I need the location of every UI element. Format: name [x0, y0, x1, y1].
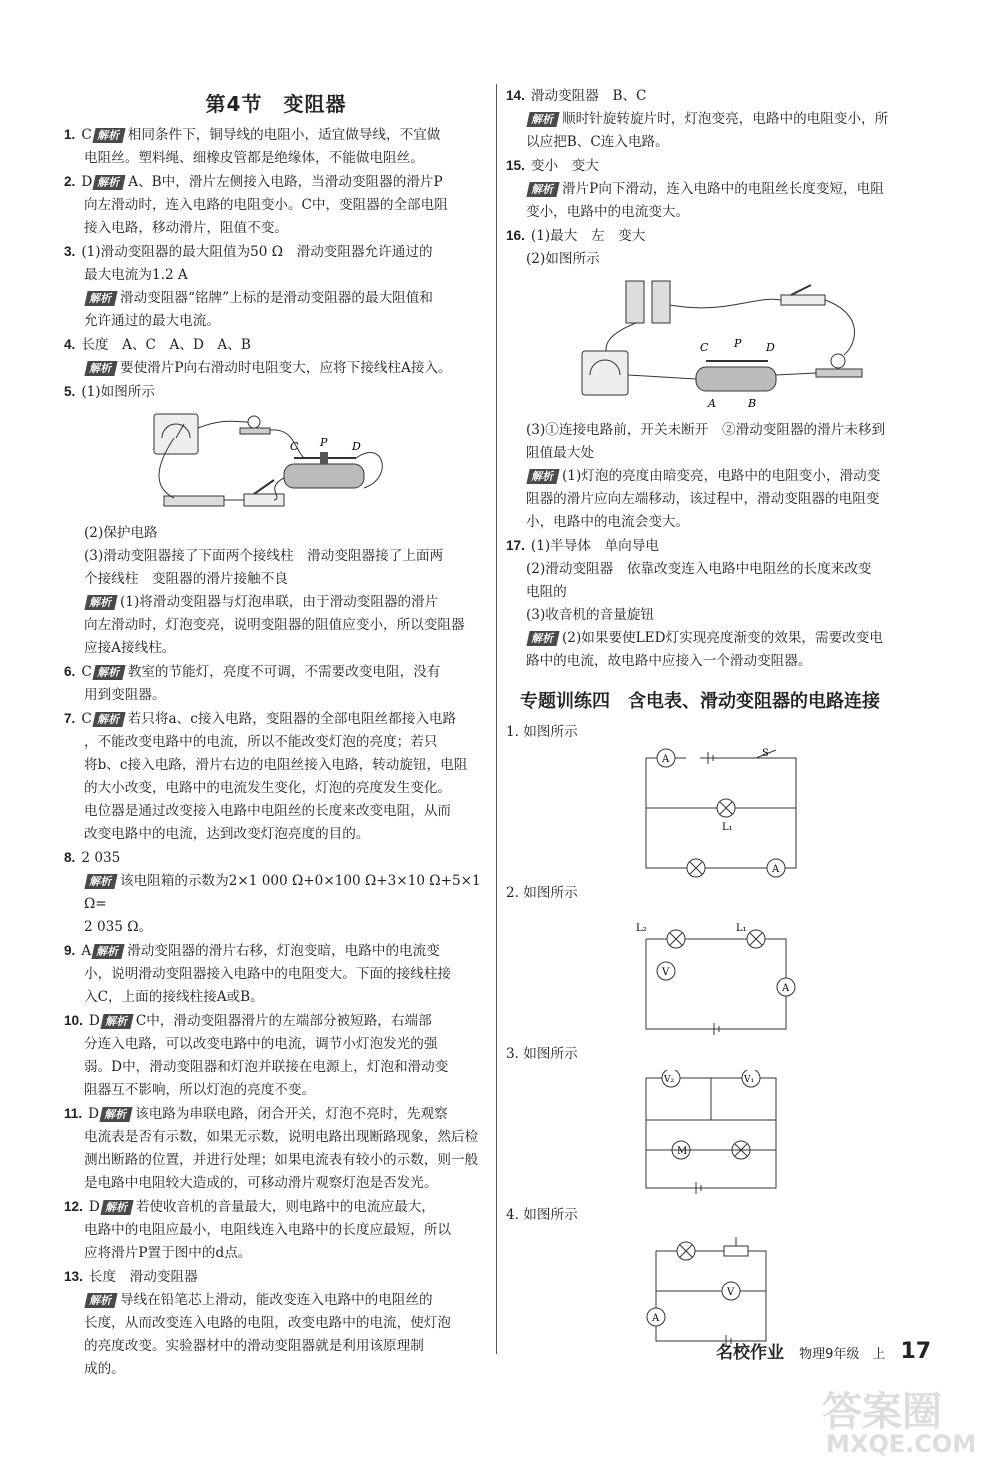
- answer-item: [64, 1195, 488, 1265]
- question-number: 1.: [64, 127, 76, 142]
- analysis-text: 相同条件下，铜导线的电阻小，适宜做导线，不宜做: [127, 127, 441, 143]
- answer-line: (3)①连接电路前，开关未断开 ②滑动变阻器的滑片未移到: [526, 422, 886, 438]
- footer-subtitle: 物理9年级 上: [799, 1347, 886, 1362]
- answer-item: [64, 591, 488, 660]
- question-number: 14.: [506, 88, 525, 103]
- answer-line: (3)滑动变阻器接了下面两个接线柱 滑动变阻器接了上面两: [84, 548, 444, 564]
- analysis-tag: 解析: [526, 631, 559, 646]
- analysis-tag: 解析: [93, 175, 126, 190]
- answer-item: [506, 627, 936, 673]
- answer-text: (1)半导体 单向导电: [530, 538, 659, 554]
- answer-text: (1)如图所示: [81, 384, 155, 400]
- t4-ammeter: A: [652, 1313, 660, 1324]
- answer-item: [64, 846, 488, 870]
- answer-item: [64, 1102, 488, 1195]
- t2-ammeter: A: [782, 983, 790, 994]
- right-column: [506, 84, 936, 1355]
- answer-item: [64, 380, 488, 404]
- analysis-text: 滑动变阻器的滑片右移，灯泡变暗，电路中的电流变: [127, 943, 440, 959]
- question-number: 8.: [64, 850, 76, 865]
- analysis-tag: 解析: [99, 1107, 132, 1122]
- answer-text: D: [88, 1199, 100, 1215]
- question-number: 15.: [506, 158, 525, 173]
- answer-line: 应接A接线柱。: [84, 640, 176, 656]
- t2-label-l2: L₂: [636, 923, 647, 934]
- answer-line: 将b、c接入电路，滑片右边的电阻丝接入电路，转动旋钮，电阻: [84, 757, 468, 773]
- answer-text: 变小 变大: [530, 158, 599, 174]
- topic-title: 专题训练四 含电表、滑动变阻器的电路连接: [520, 691, 880, 712]
- answer-item: [64, 660, 488, 707]
- answer-line: 小，说明滑动变阻器接入电路中的电阻变大。下面的接线柱接: [84, 966, 452, 982]
- topic-figure-3: [626, 1070, 926, 1200]
- answer-line: 的大小改变，电路中的电流发生变化，灯泡的亮度发生变化。: [84, 780, 452, 796]
- answer-text: 滑动变阻器 B、C: [530, 88, 647, 104]
- answer-item: [506, 465, 936, 534]
- fig5-label-p: P: [320, 436, 328, 449]
- analysis-text: C中，滑动变阻器滑片的左端部分被短路，右端部: [135, 1013, 432, 1029]
- answer-item: [64, 170, 488, 240]
- answer-item: [64, 707, 488, 846]
- left-column: [64, 84, 488, 1381]
- t1-label-l1: L₁: [722, 822, 733, 833]
- answer-line: 接入电路，移动滑片，阻值不变。: [84, 220, 288, 236]
- fig16-label-d: D: [766, 341, 775, 354]
- answer-line: 入C，上面的接线柱接A或B。: [84, 989, 264, 1005]
- watermark-url: MXQE.COM: [826, 1430, 977, 1458]
- question-number: 4.: [64, 337, 76, 352]
- topic-figure-4: [626, 1231, 926, 1351]
- answer-line: 电流表是否有示数，如果无示数，说明电路出现断路现象，然后检: [84, 1129, 479, 1145]
- answer-item: [506, 224, 936, 271]
- question-number: 17.: [506, 538, 525, 553]
- answer-text: C: [81, 711, 92, 727]
- t3-motor: M: [677, 1146, 688, 1157]
- page-footer: [716, 1338, 931, 1364]
- analysis-text: 若只将a、c接入电路，变阻器的全部电阻丝都接入电路: [127, 711, 457, 727]
- question-number: 16.: [506, 228, 525, 243]
- analysis-text: (1)将滑动变阻器与灯泡串联，由于滑动变阻器的滑片: [120, 594, 439, 610]
- fig5-label-d: D: [352, 440, 361, 453]
- answer-item: [64, 123, 488, 170]
- answer-line: 是电路中电阻较大造成的，可移动滑片观察灯泡是否发光。: [84, 1175, 438, 1191]
- figure-16-circuit: [576, 275, 876, 415]
- answer-line: 电阻的: [526, 584, 567, 600]
- analysis-text: 顺时针旋转旋片时，灯泡变亮，电路中的电阻变小，所: [562, 111, 889, 127]
- answer-line: 以应把B、C连入电路。: [526, 134, 669, 150]
- answer-item: [64, 1009, 488, 1102]
- t1-label-s: S: [762, 748, 769, 759]
- answer-line: 测出断路的位置，并进行处理；如果电流表有较小的示数，则一般: [84, 1152, 479, 1168]
- analysis-text: 该电路为串联电路，闭合开关，灯泡不亮时，先观察: [135, 1106, 448, 1122]
- topic-item-1: 1. 如图所示: [506, 724, 578, 740]
- analysis-tag: 解析: [84, 595, 117, 610]
- section-title: 第4节 变阻器: [205, 92, 347, 116]
- answer-item: [64, 240, 488, 287]
- right-answers-a: [506, 84, 936, 271]
- column-divider: [496, 84, 497, 1354]
- analysis-tag: 解析: [526, 112, 559, 127]
- answer-line: (2)滑动变阻器 依靠改变连入电路中电阻丝的长度来改变: [526, 561, 872, 577]
- question-number: 11.: [64, 1106, 83, 1121]
- watermark-logo: 答案圈: [822, 1389, 942, 1435]
- topic-item-4: 4. 如图所示: [506, 1207, 578, 1223]
- topic-figure-1: [626, 748, 926, 878]
- answer-text: D: [88, 1106, 100, 1122]
- question-number: 2.: [64, 174, 76, 189]
- answer-line: 个接线柱 变阻器的滑片接触不良: [84, 571, 288, 587]
- fig16-label-c: C: [700, 341, 709, 354]
- answer-item: [506, 178, 936, 224]
- answer-line: 允许通过的最大电流。: [84, 313, 220, 329]
- answer-line: 小，电路中的电流会变大。: [526, 514, 690, 530]
- question-number: 12.: [64, 1199, 83, 1214]
- answer-line: 变小，电路中的电流变大。: [526, 204, 690, 220]
- t1-ammeter-bottom: A: [772, 864, 780, 875]
- answer-text: A: [81, 943, 92, 959]
- answer-line: 2 035 Ω。: [84, 919, 153, 935]
- answer-line: 长度，从而改变连入电路的电阻，改变电路中的电流，使灯泡: [84, 1315, 452, 1331]
- answer-item: [64, 333, 488, 357]
- t1-ammeter-top: A: [662, 754, 670, 765]
- answer-text: C: [81, 127, 92, 143]
- answer-line: 路中的电流，故电路中应接入一个滑动变阻器。: [526, 653, 812, 669]
- analysis-tag: 解析: [92, 944, 125, 959]
- answer-item: [506, 419, 936, 465]
- answer-line: 最大电流为1.2 A: [84, 267, 188, 283]
- answer-line: 改变电路中的电流，达到改变灯泡亮度的目的。: [84, 826, 370, 842]
- answer-text: (1)滑动变阻器的最大阻值为50 Ω 滑动变阻器允许通过的: [81, 244, 433, 260]
- fig5-label-c: C: [290, 440, 299, 453]
- topic-figure-2: [626, 909, 926, 1039]
- question-number: 3.: [64, 244, 76, 259]
- answer-line: 应将滑片P置于图中的d点。: [84, 1245, 252, 1261]
- answer-item: [64, 522, 488, 591]
- answer-line: 阻器互不影响，所以灯泡的亮度不变。: [84, 1082, 316, 1098]
- analysis-tag: 解析: [100, 1200, 133, 1215]
- fig16-label-b: B: [748, 397, 757, 410]
- answer-line: 用到变阻器。: [84, 687, 166, 703]
- question-number: 6.: [64, 664, 76, 679]
- answer-item: [64, 357, 488, 380]
- answer-line: ，不能改变电路中的电流，所以不能改变灯泡的亮度；若只: [84, 734, 438, 750]
- analysis-text: (2)如果要使LED灯实现亮度渐变的效果，需要改变电: [562, 630, 883, 646]
- answer-line: 向左滑动时，连入电路的电阻变小。C中，变阻器的全部电阻: [84, 197, 448, 213]
- answer-item: [506, 108, 936, 154]
- right-answers-b: [506, 419, 936, 673]
- answer-line: (2)如图所示: [526, 251, 600, 267]
- analysis-tag: 解析: [526, 469, 559, 484]
- answer-item: [64, 1289, 488, 1381]
- answer-item: [64, 939, 488, 1009]
- analysis-tag: 解析: [84, 874, 117, 889]
- answer-line: 阻值最大处: [526, 445, 594, 461]
- analysis-tag: 解析: [84, 361, 117, 376]
- analysis-tag: 解析: [92, 712, 125, 727]
- analysis-text: 要使滑片P向右滑动时电阻变大，应将下接线柱A接入。: [120, 360, 452, 376]
- topic-item-3: 3. 如图所示: [506, 1046, 578, 1062]
- answer-text: 长度 A、C A、D A、B: [81, 337, 251, 353]
- analysis-text: (1)灯泡的亮度由暗变亮，电路中的电阻变小，滑动变: [562, 468, 881, 484]
- analysis-text: 该电阻箱的示数为2×1 000 Ω+0×100 Ω+3×10 Ω+5×1 Ω=: [84, 873, 481, 912]
- answer-line: (3)收音机的音量旋钮: [526, 607, 655, 623]
- answer-line: 电路中的电阻应最小，电阻线连入电路中的长度应最短，所以: [84, 1222, 452, 1238]
- question-number: 10.: [64, 1013, 83, 1028]
- t3-v1: V₁: [744, 1075, 755, 1085]
- analysis-tag: 解析: [92, 128, 125, 143]
- footer-brand: 名校作业: [716, 1343, 784, 1363]
- figure-5-circuit: [144, 408, 404, 518]
- answer-item: [64, 1265, 488, 1289]
- t2-label-l1: L₁: [736, 923, 747, 934]
- question-number: 9.: [64, 943, 76, 958]
- question-number: 5.: [64, 384, 76, 399]
- answer-line: 阻器的滑片应向左端移动，该过程中，滑动变阻器的电阻变: [526, 491, 880, 507]
- answer-item: [506, 154, 936, 178]
- answer-text: D: [88, 1013, 100, 1029]
- answer-line: 的亮度改变。实验器材中的滑动变阻器就是利用该原理制: [84, 1338, 424, 1354]
- answer-line: (2)保护电路: [84, 525, 158, 541]
- fig16-label-a: A: [708, 397, 716, 410]
- analysis-text: 滑动变阻器“铭牌”上标的是滑动变阻器的最大阻值和: [120, 290, 433, 306]
- answer-text: C: [81, 664, 92, 680]
- left-answers-a: [64, 123, 488, 404]
- answer-line: 成的。: [84, 1361, 125, 1377]
- t4-voltmeter: V: [727, 1287, 735, 1298]
- analysis-tag: 解析: [92, 665, 125, 680]
- answer-item: [64, 870, 488, 939]
- t3-v2: V₂: [664, 1075, 675, 1085]
- analysis-text: 教室的节能灯，亮度不可调，不需要改变电阻，没有: [127, 664, 441, 680]
- answer-line: 电阻丝。塑料绳、细橡皮管都是绝缘体，不能做电阻丝。: [84, 150, 424, 166]
- answer-text: 长度 滑动变阻器: [88, 1269, 198, 1285]
- left-answers-b: [64, 522, 488, 1381]
- answer-line: 分连入电路，可以改变电路中的电流，调节小灯泡发光的强: [84, 1036, 438, 1052]
- answer-text: (1)最大 左 变大: [530, 228, 646, 244]
- analysis-text: 若使收音机的音量最大，则电路中的电流应最大，: [135, 1199, 435, 1215]
- answer-item: [506, 534, 936, 627]
- analysis-tag: 解析: [100, 1014, 133, 1029]
- topic-item-2: 2. 如图所示: [506, 885, 578, 901]
- answer-text: D: [81, 174, 93, 190]
- question-number: 7.: [64, 711, 76, 726]
- t2-voltmeter: V: [662, 967, 670, 978]
- analysis-tag: 解析: [526, 182, 559, 197]
- answer-item: [64, 287, 488, 333]
- answer-line: 弱。D中，滑动变阻器和灯泡并联接在电源上，灯泡和滑动变: [84, 1059, 449, 1075]
- fig16-label-p: P: [734, 337, 742, 350]
- answer-text: 2 035: [81, 850, 121, 866]
- question-number: 13.: [64, 1269, 83, 1284]
- analysis-text: 滑片P向下滑动，连入电路中的电阻丝长度变短，电阻: [562, 181, 884, 197]
- page-number: 17: [900, 1339, 932, 1364]
- answer-item: [506, 84, 936, 108]
- analysis-text: 导线在铅笔芯上滑动，能改变连入电路中的电阻丝的: [120, 1292, 433, 1308]
- analysis-tag: 解析: [84, 291, 117, 306]
- analysis-text: A、B中，滑片左侧接入电路，当滑动变阻器的滑片P: [128, 174, 443, 190]
- answer-line: 电位器是通过改变接入电路中电阻丝的长度来改变电阻，从而: [84, 803, 452, 819]
- answer-line: 向左滑动时，灯泡变亮，说明变阻器的阻值应变小，所以变阻器: [84, 617, 465, 633]
- analysis-tag: 解析: [84, 1293, 117, 1308]
